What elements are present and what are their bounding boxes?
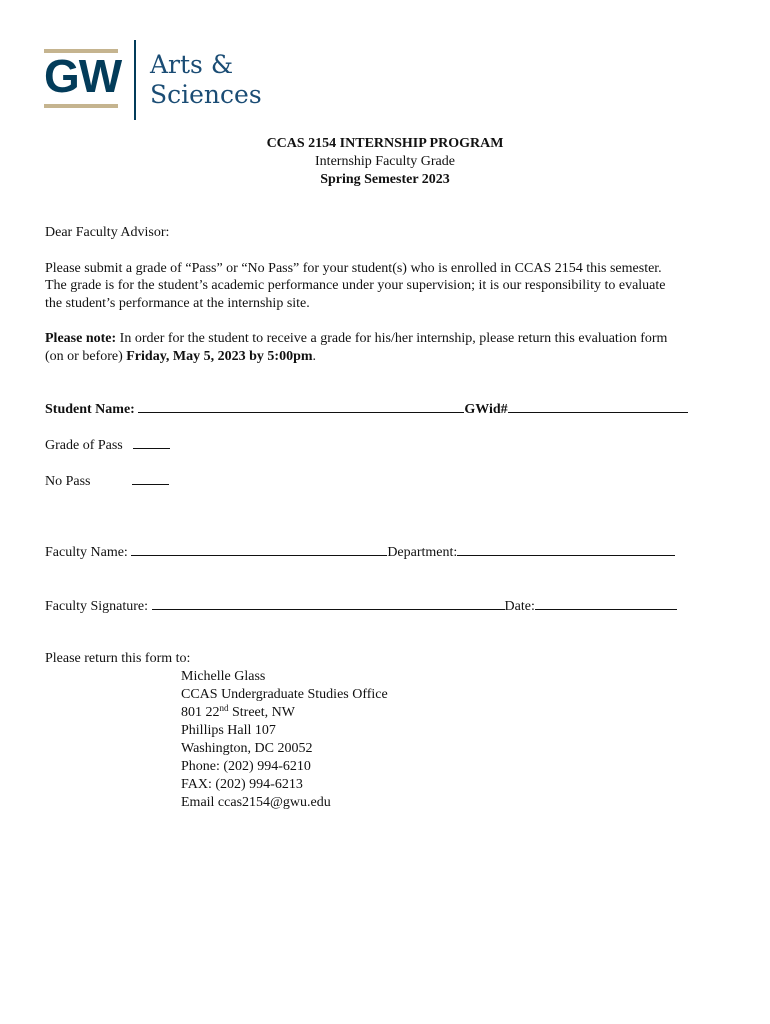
document-subtitle: Internship Faculty Grade (315, 154, 455, 169)
logo-arts-text: Arts & (150, 50, 234, 79)
document-title: CCAS 2154 INTERNSHIP PROGRAM (266, 136, 504, 151)
department-label: Department: (387, 545, 458, 560)
contact-street (181, 704, 295, 722)
department-field[interactable] (457, 543, 675, 556)
no-pass-field[interactable] (132, 472, 169, 485)
faculty-name-field[interactable] (131, 543, 387, 556)
street-ordinal: nd (219, 703, 229, 713)
contact-office: CCAS Undergraduate Studies Office (181, 687, 388, 702)
faculty-department-row (45, 543, 675, 562)
logo-divider (134, 40, 136, 120)
logo-bottom-bar (44, 104, 118, 108)
grade-pass-label: Grade of Pass (45, 438, 123, 453)
contact-phone: Phone: (202) 994-6210 (181, 759, 311, 774)
street-name: Street, NW (228, 705, 295, 720)
student-gwid-row (45, 400, 688, 419)
no-pass-label: No Pass (45, 474, 91, 489)
student-name-label: Student Name: (45, 402, 135, 417)
note-text: In order for the student to receive a grade for his/her internship, please return this evaluation form (116, 331, 668, 346)
street-number: 801 22 (181, 705, 220, 720)
no-pass-row (45, 472, 169, 491)
gwid-label: GWid# (464, 402, 508, 417)
contact-building: Phillips Hall 107 (181, 723, 276, 738)
faculty-signature-field[interactable] (152, 597, 505, 610)
date-label: Date: (504, 599, 535, 614)
instructions-line-2: The grade is for the student’s academic performance under your supervision; it is our responsibility to evaluate (45, 278, 666, 293)
note-suffix: . (312, 349, 317, 364)
gwid-field[interactable] (508, 400, 688, 413)
logo-gw-mark: GW (44, 50, 122, 102)
note-label: Please note: (45, 331, 117, 346)
grade-pass-field[interactable] (133, 436, 170, 449)
salutation: Dear Faculty Advisor: (45, 225, 170, 240)
contact-fax: FAX: (202) 994-6213 (181, 777, 303, 792)
gw-arts-sciences-logo (44, 40, 274, 122)
date-field[interactable] (535, 597, 677, 610)
student-name-field[interactable] (138, 400, 464, 413)
contact-email: Email ccas2154@gwu.edu (181, 795, 331, 810)
instructions-line-3: the student’s performance at the internship site. (45, 296, 310, 311)
semester-label: Spring Semester 2023 (320, 172, 450, 187)
grade-pass-row (45, 436, 170, 455)
logo-sciences-text: Sciences (150, 80, 262, 109)
note-line-1 (45, 330, 667, 348)
contact-city: Washington, DC 20052 (181, 741, 313, 756)
faculty-name-label: Faculty Name: (45, 545, 128, 560)
deadline: Friday, May 5, 2023 by 5:00pm (126, 349, 313, 364)
faculty-signature-label: Faculty Signature: (45, 599, 149, 614)
return-intro: Please return this form to: (45, 651, 191, 666)
note-prefix: (on or before) (45, 349, 127, 364)
contact-name: Michelle Glass (181, 669, 266, 684)
instructions-line-1: Please submit a grade of “Pass” or “No Pass” for your student(s) who is enrolled in CCAS 2154 this semester. (45, 261, 662, 276)
signature-date-row (45, 597, 677, 616)
note-line-2 (45, 348, 316, 366)
